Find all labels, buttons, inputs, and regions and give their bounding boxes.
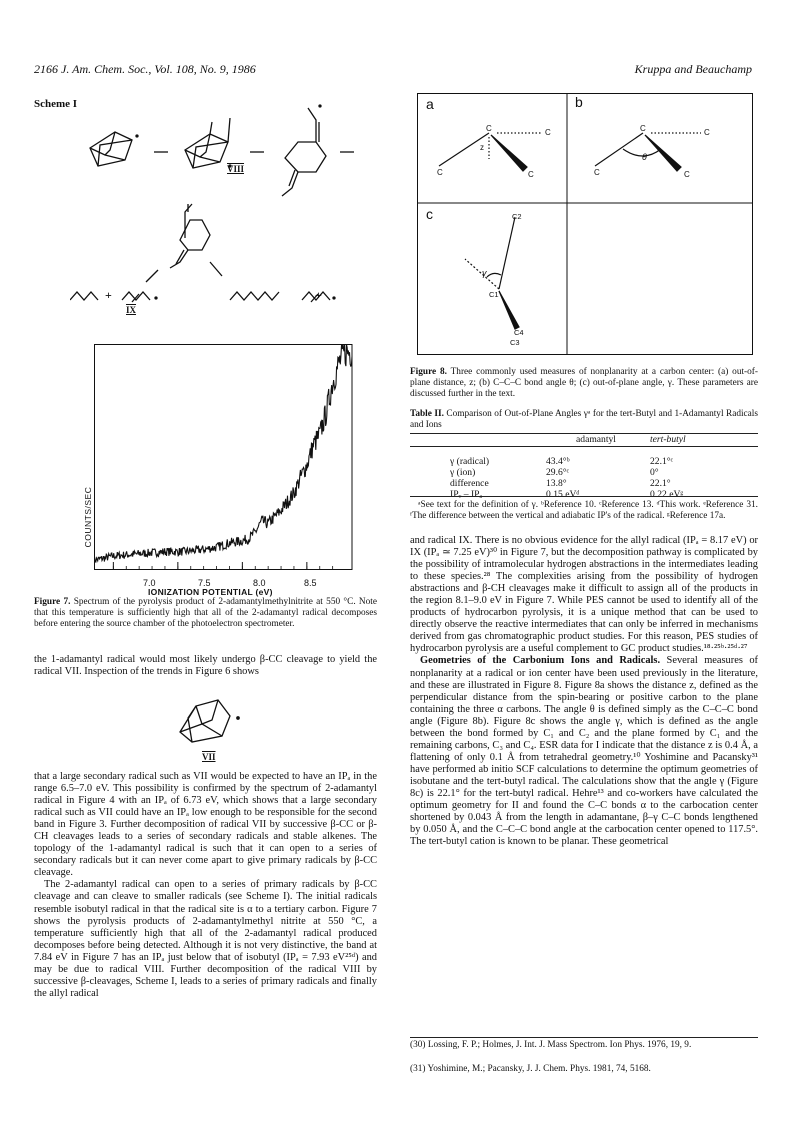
running-header-right: Kruppa and Beauchamp xyxy=(634,62,752,76)
fig8b-carbon-right: C xyxy=(704,128,710,137)
figure7-caption xyxy=(34,597,377,630)
diene-radical-structure xyxy=(170,204,210,268)
table-cell: 43.4°ᵇ xyxy=(546,456,570,467)
right-p2-text: Several measures of nonplanarity at a radical or ion center have been used previously in the literature, and these are illustrated in Figure 8. Figure 8a shows the distance z, defined as the perpendicular distance from the spin-bearing or positive carbon to the plane containing the three α carbons. The angle θ is defined simply as the C–C–C bond angle (Figure 8b). Figure 8c shows the angle γ, which is defined as the angle between the bond formed by C₁ and C₂ and the plane formed by C₁ and the remaining carbons, C₃ and C₄. ESR data for I indicate that the distance z is 0.4 Å, a flattening of only 0.1 Å from tetrahedral geometry.¹⁰ Yoshimine and Pacansky³¹ have performed ab initio SCF calculations to determine the optimum geometries of isobutane and the tert-butyl radical. The calculations show that the angle γ (Figure 8c) is 22.1° for the tert-butyl radical. Hehre¹³ and co-workers have calculated the optimum geometry for II and found the C–C bonds α to the carbocation center shortened by 0.043 Å from the length in adamantane, β–γ C–C bonds lengthened by 0.050 Å, and the C–C–C bond angle at the carbocation center opened to 117.5°. The tert-butyl cation is known to be planar. These geometrical xyxy=(410,655,759,848)
figure7-xlabel: IONIZATION POTENTIAL (eV) xyxy=(148,587,273,597)
plus-sign-1: + xyxy=(105,288,112,302)
fig8b-carbon-left: C xyxy=(594,168,600,177)
structure-vii xyxy=(172,686,252,758)
figure7-chart xyxy=(94,344,370,588)
table2-bottom-rule xyxy=(410,496,758,497)
figure7-ylabel-wrap xyxy=(78,460,92,580)
running-header-left: 2166 J. Am. Chem. Soc., Vol. 108, No. 9, 1986 xyxy=(34,62,256,76)
plus-sign-2: + xyxy=(315,288,322,302)
left-p1-text: the 1-adamantyl radical would most likely undergo β-CC cleavage to yield the radical VII. Inspection of the trends in Figure 6 shows xyxy=(34,654,377,678)
product-chain-left xyxy=(70,292,157,302)
table2-header-cell: tert-butyl xyxy=(650,434,686,445)
fig8a-carbon-bottom: C xyxy=(528,170,534,179)
fig8c-c4-label: C4 xyxy=(514,328,524,337)
table2-header-cell: adamantyl xyxy=(576,434,616,445)
table-row xyxy=(448,467,752,478)
fig8a-carbon-left: C xyxy=(437,168,443,177)
table-row xyxy=(448,456,752,467)
tick-8-0: 8.0 xyxy=(253,578,266,588)
tick-7-0: 7.0 xyxy=(143,578,156,588)
table-cell: 29.6°ᶜ xyxy=(546,467,570,478)
table-cell: 22.1° xyxy=(650,478,671,489)
label-vii: VII xyxy=(202,752,216,762)
table-cell: 13.8° xyxy=(546,478,567,489)
fig8b-carbon-bottom: C xyxy=(684,170,690,179)
tick-7-5: 7.5 xyxy=(198,578,211,588)
section-heading-geometries: Geometries of the Carbonium Ions and Radicals. xyxy=(420,655,661,667)
fig8a-carbon-right: C xyxy=(545,128,551,137)
right-p1-text: and radical IX. There is no obvious evidence for the allyl radical (IPₐ = 8.17 eV) or IX (IPₐ ≃ 7.25 eV)³⁰ in Figure 7, but the decomposition pathway is complicated by the possibility of intramolecular hydrogen abstractions in the intermediates leading to these species.²⁸ The complexities arising from the possibility of hydrogen abstractions and β-CH cleavages make it difficult to assign all of the products in the region 8.1–9.0 eV in Figure 7. While PES cannot be used to identify all of the products of hydrocarbon pyrolysis, it is a unique method that can be used to directly observe the reactive intermediates that can only be inferred in mechanisms derived from gas chromatographic product studies. For this reason, PES studies of hydrocarbon pyrolysis are a useful complement to GC product studies.¹⁸·²⁵ᵇ·²⁵ᵈ·²⁷ xyxy=(410,535,758,655)
table-cell: 0° xyxy=(650,467,659,478)
figure8-caption-label: Figure 8. xyxy=(410,367,447,377)
figure8-panel-a-label: a xyxy=(426,96,434,112)
figure8c-drawing xyxy=(465,217,519,329)
tick-8-5: 8.5 xyxy=(304,578,317,588)
figure8a-drawing xyxy=(439,133,542,171)
left-p2-text: that a large secondary radical such as VII would be expected to have an IPₐ in the range 6.5–7.0 eV. This possibility is confirmed by the spectrum of 2-adamantyl radical in Figure 4 with an IPₐ of 6.73 eV, which shows that a large secondary radical such as VII could have an IPₐ low enough to be responsible for the second band in Figure 3. Further decomposition of radical VII by successive β-CC or β-CH cleavages leads to a series of secondary radicals and stable alkenes. The topology of the 1-adamantyl radical is such that it can open to a series of secondary radicals but it can never come apart to give primary radicals by β-CC cleavage. xyxy=(34,771,377,879)
label-viii: VIII xyxy=(227,164,245,174)
figure8-panels xyxy=(417,93,753,355)
table-cell: γ (ion) xyxy=(450,467,476,478)
adamantyl-structure-1 xyxy=(90,132,138,166)
table-cell: IPᵥ – IPₐ xyxy=(450,489,483,500)
fig8b-carbon-center: C xyxy=(640,124,646,133)
table-cell: difference xyxy=(450,478,489,489)
table-row xyxy=(448,489,752,500)
ring-opened-radical xyxy=(282,105,326,196)
table-cell: 0.15 eVᵈ xyxy=(546,489,580,500)
scheme-title: Scheme I xyxy=(34,98,78,110)
fig8b-theta-label: θ xyxy=(642,152,647,162)
figure7-ylabel: COUNTS/SEC xyxy=(83,486,93,548)
table2-header-row xyxy=(448,434,752,445)
table-cell: γ (radical) xyxy=(450,456,490,467)
scheme-arrow-4 xyxy=(146,270,158,282)
figure8-panel-c-label: c xyxy=(426,206,433,222)
fig8a-z-label: z xyxy=(480,143,484,152)
fig8c-gamma-label: γ xyxy=(482,268,487,278)
figure7-plot-frame xyxy=(95,345,353,570)
figure7-caption-label: Figure 7. xyxy=(34,597,71,607)
footnote-30: (30) Lossing, F. P.; Holmes, J. Int. J. Mass Spectrom. Ion Phys. 1976, 19, 9. xyxy=(410,1040,692,1050)
label-ix: IX xyxy=(126,305,137,315)
figure7-spectrum-line xyxy=(94,344,352,564)
table2 xyxy=(448,434,752,500)
fig8c-c3-label: C3 xyxy=(510,338,520,347)
footnote-31: (31) Yoshimine, M.; Pacansky, J. J. Chem. Phys. 1981, 74, 5168. xyxy=(410,1064,651,1074)
table2-title-label: Table II. xyxy=(410,409,444,419)
left-paragraph-2 xyxy=(34,771,377,1000)
fig8a-carbon-center: C xyxy=(486,124,492,133)
figure8-caption-text: Three commonly used measures of nonplanarity at a carbon center: (a) out-of-plane distance, z; (b) C–C–C bond angle θ; (c) out-of-plane angle, γ. These parameters are discussed further in the text. xyxy=(410,367,758,399)
footnote-rule xyxy=(410,1037,758,1038)
table2-title xyxy=(410,409,758,431)
table-row xyxy=(448,478,752,489)
table-cell: 0.22 eVᵍ xyxy=(650,489,684,500)
fig8c-c1-label: C1 xyxy=(489,290,499,299)
table-cell: 22.1°ᶜ xyxy=(650,456,674,467)
fig8c-c2-label: C2 xyxy=(512,212,522,221)
scheme-arrow-5 xyxy=(210,262,222,276)
table2-title-text: Comparison of Out-of-Plane Angles γᵃ for the tert-Butyl and 1-Adamantyl Radicals and Ions xyxy=(410,409,759,430)
figure8b-drawing xyxy=(595,133,701,171)
left-paragraph-1 xyxy=(34,654,377,678)
figure7-caption-text: Spectrum of the pyrolysis product of 2-adamantylmethylnitrite at 550 °C. Note that this temperature is sufficiently high that all of the 2-adamantyl radical decomposes before entering the source chamber of the photoelectron spectrometer. xyxy=(34,597,378,629)
figure8-caption xyxy=(410,367,758,400)
right-paragraph-1 xyxy=(410,535,758,848)
adamantylmethyl-structure-viii xyxy=(185,118,231,168)
left-p3-text: The 2-adamantyl radical can open to a series of primary radicals by β-CC cleavage and can cleave to smaller radicals (see Scheme I). The initial radicals resemble isobutyl radical in that the radical site is α to a tertiary carbon. Figure 7 shows the pyrolysis products of 2-adamantylmethyl nitrite at 550 °C, a temperature sufficiently high that all of the 2-adamantyl radical produced decomposes before being detected. Although it is not very distinctive, the band at 7.84 eV in Figure 7 has an IPₐ just below that of isobutyl (IPₐ = 7.93 eV²⁵ᵈ) and may be due to radical VIII. Further decomposition of the radical VIII by successive β-cleavages, Scheme I, leads to a series of primary radicals and finally the allyl radical xyxy=(34,879,377,999)
table2-footnotes: ᵃSee text for the definition of γ. ᵇReference 10. ᶜReference 13. ᵈThis work. ᵉReference 31. ᶠThe difference between the vertical and adiabatic IP's of the radical. ᵍReference 17a. xyxy=(410,500,758,521)
table2-header-cell xyxy=(448,434,544,445)
figure8-panel-b-label: b xyxy=(575,94,583,110)
